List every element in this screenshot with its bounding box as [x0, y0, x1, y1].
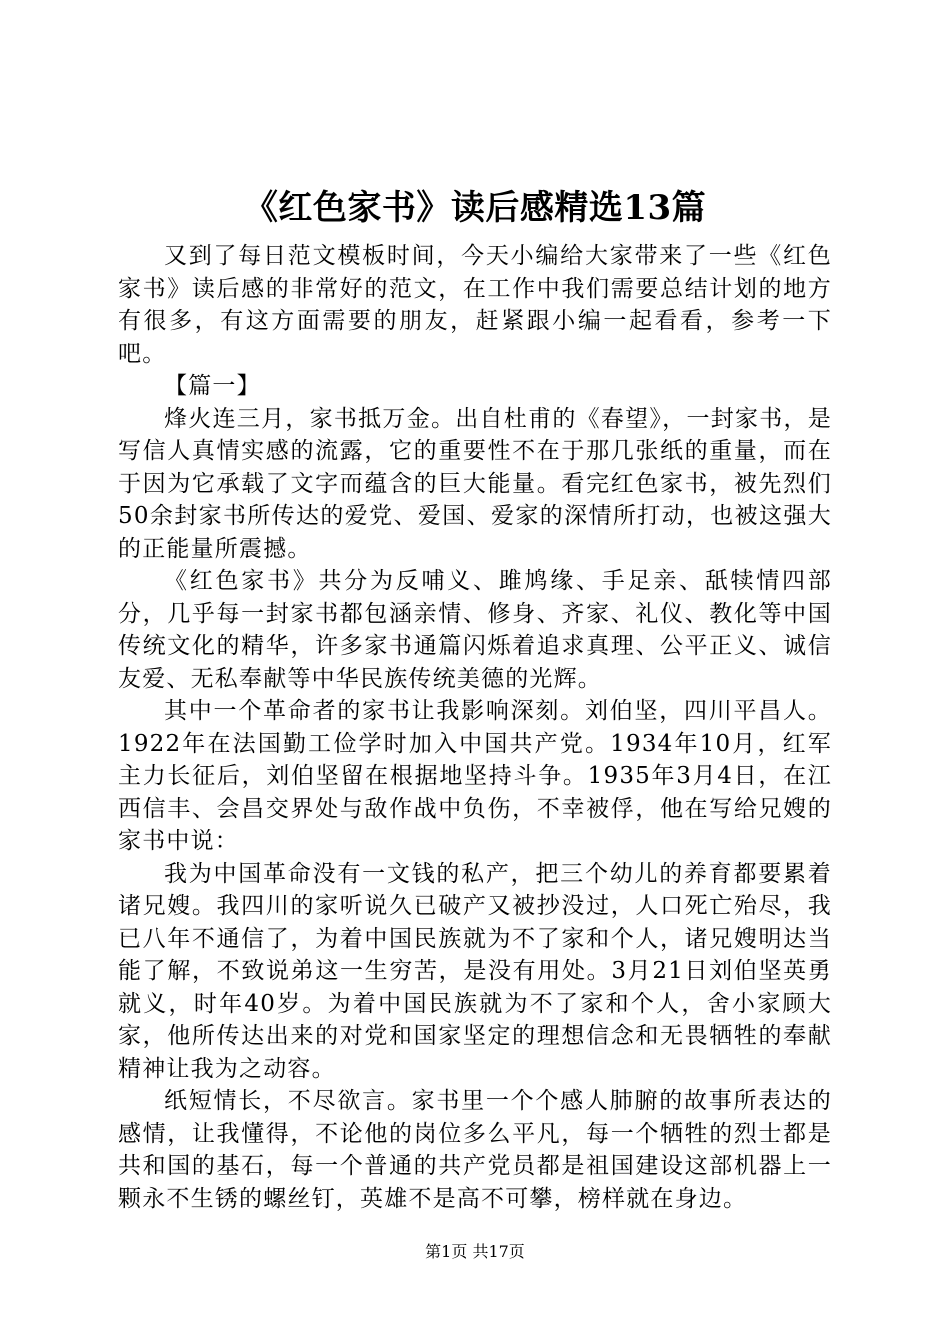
body-paragraph-3: 其中一个革命者的家书让我影响深刻。刘伯坚，四川平昌人。1922年在法国勤工俭学时加入中国共产党。1934年10月，红军主力长征后，刘伯坚留在根据地坚持斗争。1935年3月4日，在江西信丰、会昌交界处与敌作战中负伤，不幸被俘，他在写给兄嫂的家书中说： [118, 698, 832, 854]
body-paragraph-2: 《红色家书》共分为反哺义、雎鸠缘、手足亲、舐犊情四部分，几乎每一封家书都包涵亲情、修身、齐家、礼仪、教化等中国传统文化的精华，许多家书通篇闪烁着追求真理、公平正义、诚信友爱、无私奉献等中华民族传统美德的光辉。 [118, 568, 832, 692]
document-title: 《红色家书》读后感精选13篇 [243, 188, 707, 228]
intro-paragraph: 又到了每日范文模板时间，今天小编给大家带来了一些《红色家书》读后感的非常好的范文，在工作中我们需要总结计划的地方有很多，有这方面需要的朋友，赶紧跟小编一起看看，参考一下吧。 [118, 243, 832, 367]
body-paragraph-4: 我为中国革命没有一文钱的私产，把三个幼儿的养育都要累着诸兄嫂。我四川的家听说久已破产又被抄没过，人口死亡殆尽，我已八年不通信了，为着中国民族就为不了家和个人，诸兄嫂明达当能了解，不致说弟这一生穷苦，是没有用处。3月21日刘伯坚英勇就义，时年40岁。为着中国民族就为不了家和个人，舍小家顾大家，他所传达出来的对党和国家坚定的理想信念和无畏牺牲的奉献精神让我为之动容。 [118, 860, 832, 1082]
section-heading: 【篇一】 [164, 373, 261, 399]
document-body [118, 240, 832, 1215]
page-footer: 第1页 共17页 [425, 1242, 525, 1261]
body-paragraph-5: 纸短情长，不尽欲言。家书里一个个感人肺腑的故事所表达的感情，让我懂得，不论他的岗位多么平凡，每一个牺牲的烈士都是共和国的基石，每一个普通的共产党员都是祖国建设这部机器上一颗永不生锈的螺丝钉，英雄不是高不可攀，榜样就在身边。 [118, 1088, 832, 1212]
body-paragraph-1: 烽火连三月，家书抵万金。出自杜甫的《春望》，一封家书，是写信人真情实感的流露，它的重要性不在于那几张纸的重量，而在于因为它承载了文字而蕴含的巨大能量。看完红色家书，被先烈们50余封家书所传达的爱党、爱国、爱家的深情所打动，也被这强大的正能量所震撼。 [118, 405, 832, 562]
